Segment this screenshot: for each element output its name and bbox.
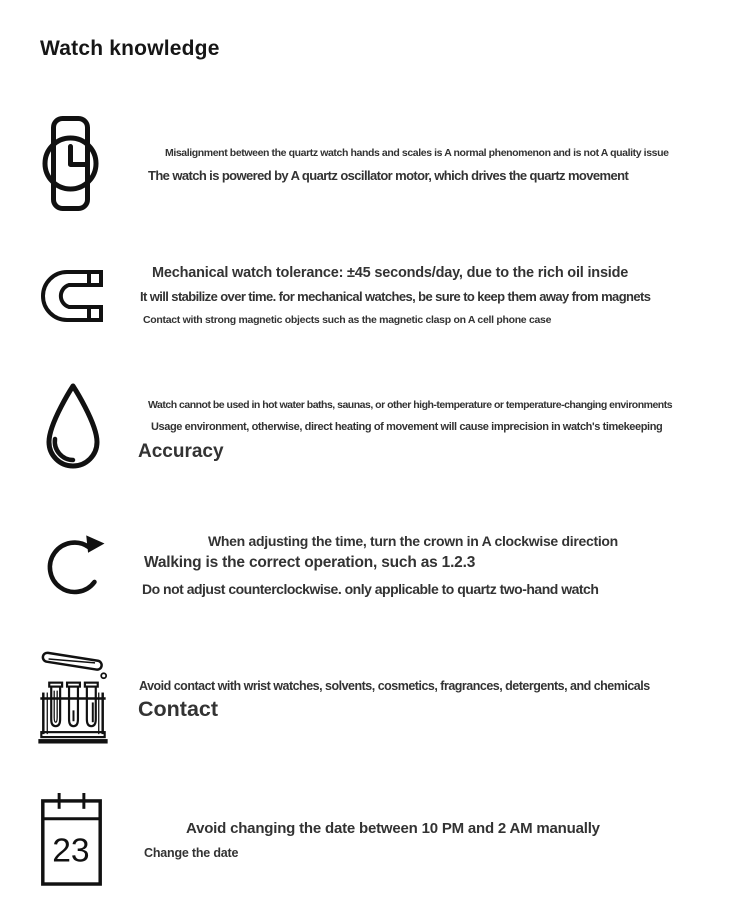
magnet-icon bbox=[40, 266, 105, 326]
knowledge-line: Avoid contact with wrist watches, solvents, cosmetics, fragrances, detergents, and chemicals bbox=[139, 679, 650, 693]
knowledge-line: Watch cannot be used in hot water baths, saunas, or other high-temperature or temperature-changing environments bbox=[148, 399, 673, 411]
wristwatch-icon bbox=[42, 115, 99, 212]
knowledge-line: The watch is powered by A quartz oscillator motor, which drives the quartz movement bbox=[148, 168, 629, 183]
section-keyword-contact: Contact bbox=[138, 697, 219, 721]
section-keyword-accuracy: Accuracy bbox=[138, 441, 224, 462]
page-title: Watch knowledge bbox=[40, 37, 220, 60]
knowledge-line: Usage environment, otherwise, direct heating of movement will cause imprecision in watch's timekeeping bbox=[151, 421, 663, 433]
knowledge-line: Do not adjust counterclockwise. only applicable to quartz two-hand watch bbox=[142, 581, 599, 597]
clockwise-arrow-icon bbox=[46, 528, 110, 603]
knowledge-line: It will stabilize over time. for mechanical watches, be sure to keep them away from magnets bbox=[140, 289, 651, 304]
knowledge-line: Misalignment between the quartz watch hands and scales is A normal phenomenon and is not A quality issue bbox=[165, 147, 669, 159]
knowledge-line: Change the date bbox=[144, 846, 239, 860]
water-drop-icon bbox=[40, 381, 106, 478]
knowledge-line: When adjusting the time, turn the crown in A clockwise direction bbox=[208, 533, 618, 549]
knowledge-line: Walking is the correct operation, such as 1.2.3 bbox=[144, 554, 476, 571]
calendar-icon bbox=[40, 793, 103, 886]
knowledge-line: Contact with strong magnetic objects such as the magnetic clasp on A cell phone case bbox=[143, 314, 552, 326]
test-tubes-icon bbox=[36, 649, 110, 745]
calendar-day-number: 23 bbox=[52, 832, 90, 870]
knowledge-line: Avoid changing the date between 10 PM and 2 AM manually bbox=[186, 820, 600, 837]
knowledge-line: Mechanical watch tolerance: ±45 seconds/day, due to the rich oil inside bbox=[152, 265, 629, 281]
